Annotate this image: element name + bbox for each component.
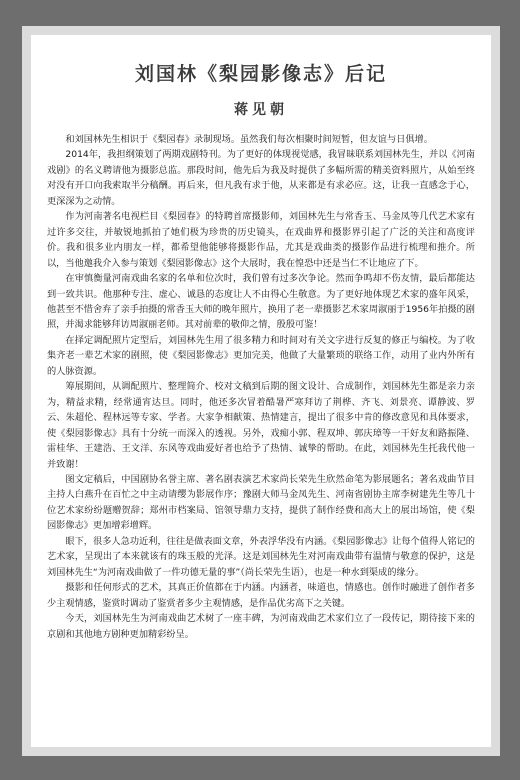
paragraph: 筹展期间，从调配照片、整理简介、校对文稿到后期的图文设计、合成制作，刘国林先生都是亲力亲为，精益求精，经常通宵达旦。同时，他还多次冒着酷暑严寒拜访了荆桦、齐飞、刘景亮、谭静波、罗云、朱超伦、程林远等专家、学者。大家争相献策、热情建言，提出了很多中肯的修改意见和具体要求，使《梨园影像志》具有十分统一而深入的透视。另外，戏痴小郭、程双坤、郭庆璋等一干好友和路振隆、雷桂华、王建浩、王文洋、东风等戏曲爱好者也给予了热情、诚挚的帮助。在此，刘国林先生托我代他一并致谢！ [47, 381, 475, 470]
paragraph: 和刘国林先生相识于《梨园春》录制现场。虽然我们每次相聚时间短暂，但友谊与日俱增。 [65, 134, 433, 145]
paragraph: 作为河南著名电视栏目《梨园春》的特聘首席摄影师，刘国林先生与常香玉、马金凤等几代艺术家有过许多交往，并敏锐地抓拍了她们极为珍贵的历史镜头，在戏曲界和摄影界引起了广泛的关注和高度评价。我和很多业内朋友一样，都希望他能够将摄影作品，尤其是戏曲类的摄影作品进行梳理和推介。所以，当他邀我介入参与策划《梨园影像志》这个大展时，我在惶恐中还是当仁不让地应了下。 [47, 211, 475, 269]
paragraph: 今天，刘国林先生为河南戏曲艺术树了一座丰碑，为河南戏曲艺术家们立了一段传记，期待接下来的京剧和其他地方剧种更加精彩纷呈。 [47, 613, 475, 640]
document-title: 刘国林《梨园影像志》后记 [134, 63, 387, 85]
paragraph: 眼下，很多人急功近利，往往是做表面文章，外表浮华没有内涵。《梨园影像志》让每个值得人铭记的艺术家，呈现出了本来就该有的珠玉般的光泽。这是刘国林先生对河南戏曲带有温情与敬意的保护，这是刘国林先生“为河南戏曲做了一件功德无量的事”（尚长荣先生语），也是一种水到渠成的缘分。 [47, 535, 475, 578]
paragraph: 2014年，我担纲策划了两期戏剧特刊。为了更好的体现视觉感，我冒昧联系刘国林先生，并以《河南戏剧》的名义聘请他为摄影总监。那段时间，他先后为我及时提供了多幅所需的精美资料照片，从始至终对没有开口向我索取半分稿酬。再后来，但凡我有求于他，从来都是有求必应。这，让我一直感念于心，更深深为之动情。 [47, 149, 475, 207]
document-body [47, 132, 475, 642]
paragraph: 摄影和任何形式的艺术，其真正价值都在于内涵。内涵者，味道也，情感也。创作时融进了创作者多少主观情感，鉴赏时调动了鉴赏者多少主观情感，是作品优劣高下之关键。 [47, 582, 475, 609]
document-author: 蒋见朝 [234, 102, 288, 118]
paragraph: 图文定稿后，中国剧协名誉主席、著名剧表演艺术家尚长荣先生欣然命笔为影展题名；著名戏曲节目主持人白燕升在百忙之中主动请缨为影展作序；豫剧大师马金凤先生、河南省剧协主席李树建先生等几十位艺术家纷纷题赠贺辞；郑州市档案局、馆领导鼎力支持，提供了制作经费和高大上的展出场馆，使《梨园影像志》更加增彩增辉。 [47, 473, 475, 532]
paragraph: 在择定调配照片定型后，刘国林先生用了很多精力和时间对有关文字进行反复的修正与编校。为了收集齐老一辈艺术家的剧照，使《梨园影像志》更加完美，他做了大量繁琐的联络工作，动用了业内外所有的人脉资源。 [47, 334, 475, 377]
document-page [31, 35, 491, 747]
paragraph: 在审慎衡量河南戏曲名家的名单和位次时，我们曾有过多次争论。然而争鸣却不伤友情，最后都能达到一致共识。他那种专注、虚心、诚恳的态度让人不由得心生敬意。为了更好地体现艺术家的盛年风采，他甚至不惜舍弃了亲手拍摄的常香玉大师的晚年照片，换用了老一辈摄影艺术家周淑丽于1956年拍摄的剧照，并渴求能够拜访周淑丽老师。其对前辈的敬仰之情，殷殷可鉴！ [47, 273, 475, 331]
